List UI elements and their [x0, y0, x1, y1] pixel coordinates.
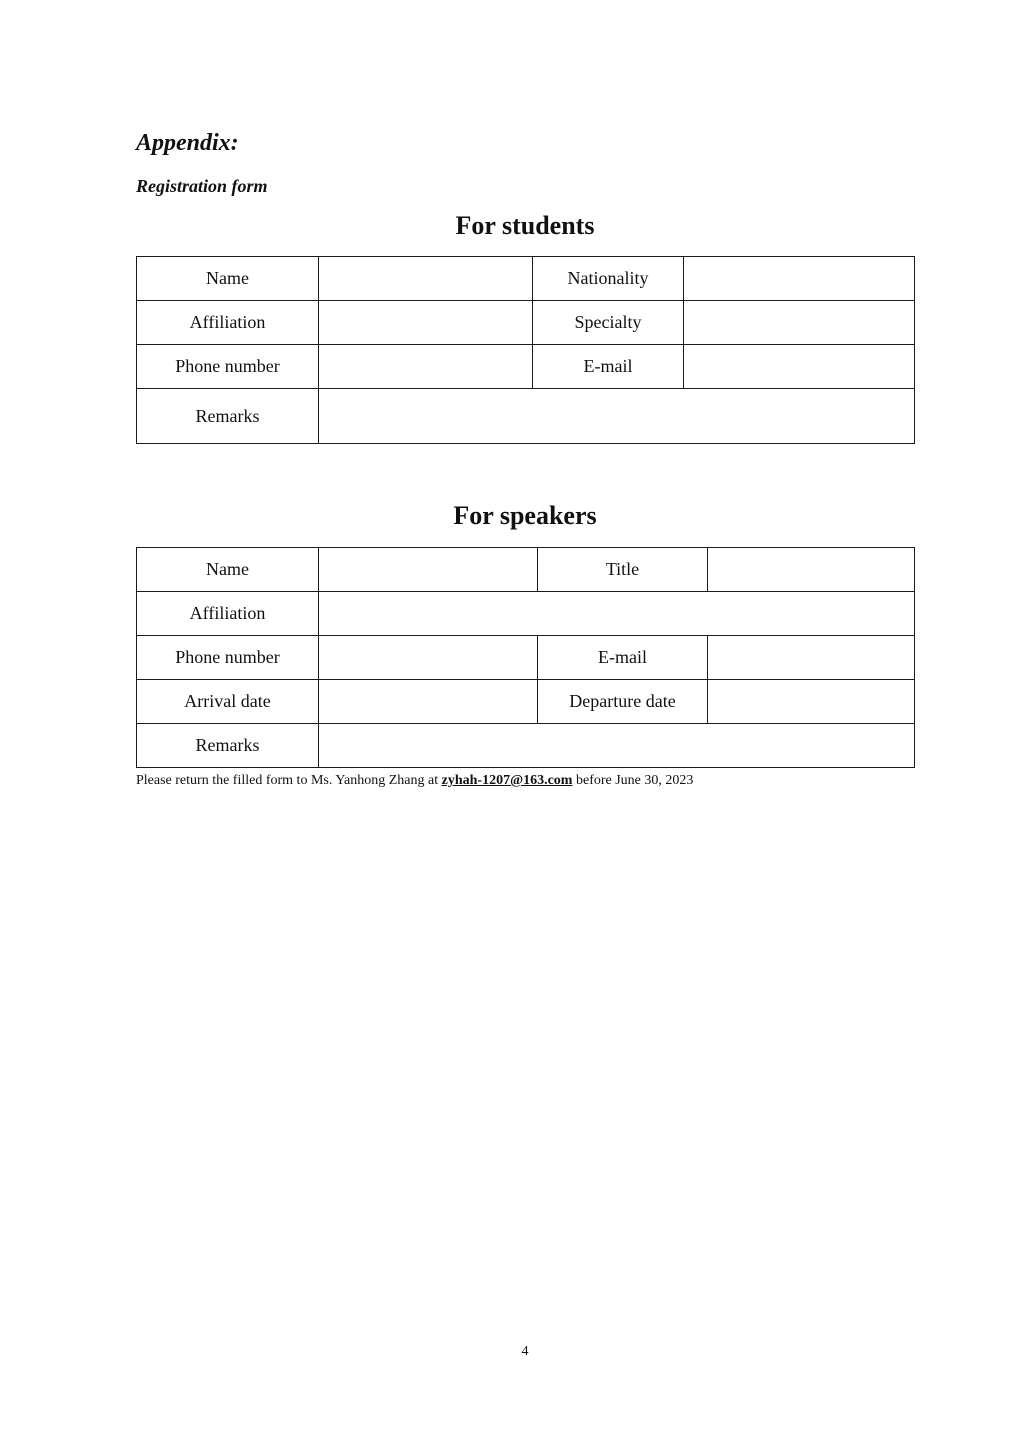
students-phone-field[interactable]: [319, 345, 533, 389]
students-row-affiliation: [137, 301, 915, 345]
students-row-remarks: [137, 389, 915, 444]
students-name-field[interactable]: [319, 257, 533, 301]
contact-email-link[interactable]: zyhah-1207@163.com: [441, 773, 573, 788]
return-instructions: [136, 772, 693, 790]
students-remarks-label: Remarks: [137, 389, 319, 444]
speakers-arrival-field[interactable]: [319, 680, 538, 724]
speakers-departure-field[interactable]: [708, 680, 915, 724]
registration-form-subtitle: Registration form: [136, 176, 268, 196]
speakers-departure-label: Departure date: [538, 680, 708, 724]
students-specialty-field[interactable]: [684, 301, 915, 345]
students-phone-label: Phone number: [137, 345, 319, 389]
speakers-row-dates: [137, 680, 915, 724]
speakers-row-name: [137, 548, 915, 592]
students-heading: For students: [455, 211, 595, 240]
speakers-remarks-field[interactable]: [319, 724, 915, 768]
page-number: 4: [521, 1344, 529, 1359]
speakers-email-field[interactable]: [708, 636, 915, 680]
speakers-title-field[interactable]: [708, 548, 915, 592]
speakers-title-label: Title: [538, 548, 708, 592]
speakers-email-label: E-mail: [538, 636, 708, 680]
return-instructions-suffix: before June 30, 2023: [575, 773, 694, 788]
speakers-phone-label: Phone number: [137, 636, 319, 680]
speakers-row-phone: [137, 636, 915, 680]
students-table: [136, 256, 915, 444]
return-instructions-prefix: Please return the filled form to Ms. Yanhong Zhang at: [136, 773, 439, 788]
students-row-name: [137, 257, 915, 301]
students-affiliation-label: Affiliation: [137, 301, 319, 345]
students-email-field[interactable]: [684, 345, 915, 389]
speakers-table: [136, 547, 915, 768]
students-affiliation-field[interactable]: [319, 301, 533, 345]
students-name-label: Name: [137, 257, 319, 301]
speakers-row-remarks: [137, 724, 915, 768]
speakers-name-field[interactable]: [319, 548, 538, 592]
students-nationality-field[interactable]: [684, 257, 915, 301]
speakers-phone-field[interactable]: [319, 636, 538, 680]
students-specialty-label: Specialty: [533, 301, 684, 345]
students-nationality-label: Nationality: [533, 257, 684, 301]
speakers-arrival-label: Arrival date: [137, 680, 319, 724]
appendix-title: Appendix:: [136, 130, 239, 156]
speakers-heading: For speakers: [453, 501, 597, 530]
speakers-affiliation-field[interactable]: [319, 592, 915, 636]
speakers-row-affiliation: [137, 592, 915, 636]
students-email-label: E-mail: [533, 345, 684, 389]
speakers-name-label: Name: [137, 548, 319, 592]
speakers-remarks-label: Remarks: [137, 724, 319, 768]
students-remarks-field[interactable]: [319, 389, 915, 444]
students-row-phone: [137, 345, 915, 389]
speakers-affiliation-label: Affiliation: [137, 592, 319, 636]
